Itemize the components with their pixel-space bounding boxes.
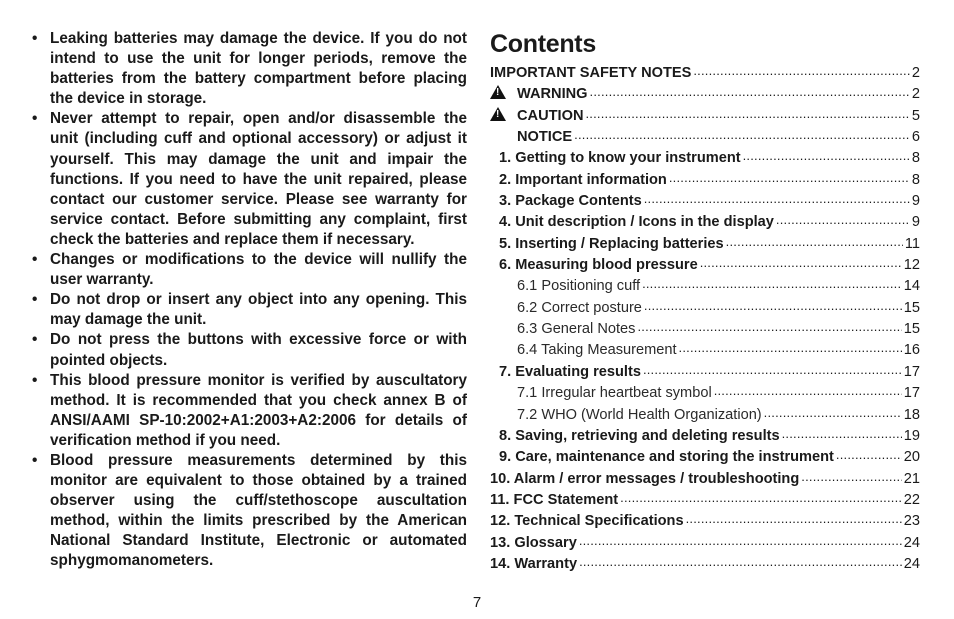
toc-entry-page: 5 bbox=[911, 107, 920, 124]
toc-leader bbox=[585, 106, 909, 120]
toc-entry-page: 19 bbox=[903, 427, 920, 444]
toc-entry[interactable] bbox=[490, 490, 920, 511]
toc-entry[interactable] bbox=[490, 212, 920, 233]
toc-entry-label: CAUTION bbox=[517, 107, 584, 124]
toc-leader bbox=[644, 191, 910, 205]
toc-entry[interactable] bbox=[490, 405, 920, 426]
toc-entry-label: 6.4 Taking Measurement bbox=[517, 342, 677, 359]
page-number: 7 bbox=[472, 594, 482, 611]
toc-entry-page: 17 bbox=[903, 363, 920, 380]
toc-leader bbox=[836, 447, 902, 461]
toc-leader bbox=[637, 319, 901, 333]
warning-triangle-icon bbox=[490, 85, 506, 99]
toc-leader bbox=[743, 148, 910, 162]
toc-leader bbox=[700, 255, 902, 269]
toc-entry[interactable] bbox=[490, 255, 920, 276]
toc-entry-label: 6.2 Correct posture bbox=[517, 299, 642, 316]
toc-entry-label: 6.1 Positioning cuff bbox=[517, 278, 641, 295]
bullet-item: • Leaking batteries may damage the device. If you do not intend to use the unit for longer periods, remove the batteries from the battery compartment before placing the device in storage. bbox=[30, 29, 467, 109]
toc-leader bbox=[782, 426, 902, 440]
toc-leader bbox=[764, 405, 902, 419]
toc-entry[interactable] bbox=[490, 319, 920, 340]
bullet-item: • Changes or modifications to the device will nullify the user warranty. bbox=[30, 250, 467, 290]
toc-entry-page: 2 bbox=[911, 86, 920, 103]
toc-entry-label: 7.2 WHO (World Health Organization) bbox=[517, 406, 762, 423]
toc-entry-page: 16 bbox=[903, 342, 920, 359]
toc-entry-label: 6. Measuring blood pressure bbox=[499, 257, 698, 274]
toc-leader bbox=[714, 383, 902, 397]
toc-leader bbox=[726, 234, 903, 248]
toc-entry[interactable] bbox=[490, 276, 920, 297]
bullet-item: • Blood pressure measurements determined by this monitor are equivalent to those obtained by a trained observer using the cuff/stethoscope auscultation method, within the limits prescribed by the American National Standard Institute, Electronic or automated sphygmomanometers. bbox=[30, 451, 467, 572]
toc-leader bbox=[693, 63, 910, 77]
contents-title: Contents bbox=[490, 30, 596, 58]
toc-leader bbox=[669, 170, 910, 184]
toc-leader bbox=[579, 533, 902, 547]
toc-leader bbox=[776, 212, 910, 226]
toc-entry-page: 2 bbox=[911, 65, 920, 81]
toc-leader bbox=[686, 511, 902, 525]
toc-entry-label: 8. Saving, retrieving and deleting results bbox=[499, 427, 780, 444]
contents-column bbox=[490, 28, 920, 575]
bullet-item: • Do not press the buttons with excessive force or with pointed objects. bbox=[30, 330, 467, 370]
toc-leader bbox=[620, 490, 902, 504]
toc-entry[interactable] bbox=[490, 191, 920, 212]
toc-entry[interactable] bbox=[490, 447, 920, 468]
toc-entry-page: 23 bbox=[903, 513, 920, 530]
toc-entry-page: 6 bbox=[911, 129, 920, 146]
toc-entry[interactable] bbox=[490, 127, 920, 148]
toc-entry-page: 11 bbox=[904, 235, 920, 252]
toc-entry[interactable] bbox=[490, 340, 920, 361]
toc-entry[interactable] bbox=[490, 63, 920, 84]
safety-notes-column bbox=[30, 29, 467, 572]
toc-entry-label: 5. Inserting / Replacing batteries bbox=[499, 235, 724, 252]
toc-entry-label: NOTICE bbox=[517, 129, 573, 146]
toc-entry-label: 11. FCC Statement bbox=[490, 491, 619, 508]
bullet-item: • Never attempt to repair, open and/or disassemble the unit (including cuff and optional accessory) or adjust it yourself. This may damage the unit and impair the functions. If you need to have the unit repaired, please contact our customer service. Please see warranty for service contact. Before submitting any complaint, first check the batteries and replace them if necessary. bbox=[30, 109, 467, 250]
toc-entry-page: 18 bbox=[903, 406, 920, 423]
toc-entry-page: 22 bbox=[903, 491, 920, 508]
toc-list bbox=[490, 63, 920, 575]
toc-entry[interactable] bbox=[490, 554, 920, 575]
toc-leader bbox=[579, 554, 902, 568]
toc-entry-label: 2. Important information bbox=[499, 171, 667, 188]
toc-entry-label: 12. Technical Specifications bbox=[490, 513, 684, 530]
toc-entry-page: 15 bbox=[903, 299, 920, 316]
toc-entry[interactable] bbox=[490, 234, 920, 255]
toc-entry-page: 24 bbox=[903, 534, 920, 551]
toc-leader bbox=[643, 362, 902, 376]
toc-entry-label: 6.3 General Notes bbox=[517, 321, 636, 338]
toc-entry-page: 24 bbox=[903, 555, 920, 572]
toc-entry-label: 9. Care, maintenance and storing the instrument bbox=[499, 449, 834, 466]
toc-entry[interactable] bbox=[490, 106, 920, 127]
toc-entry-label: 1. Getting to know your instrument bbox=[499, 150, 741, 167]
toc-entry-label: 4. Unit description / Icons in the display bbox=[499, 214, 774, 231]
toc-entry-page: 8 bbox=[911, 150, 920, 167]
toc-entry-page: 8 bbox=[911, 171, 920, 188]
toc-entry-page: 15 bbox=[903, 321, 920, 338]
toc-entry[interactable] bbox=[490, 383, 920, 404]
toc-entry-label: WARNING bbox=[517, 86, 588, 103]
toc-entry-page: 14 bbox=[903, 278, 920, 295]
bullet-item: • Do not drop or insert any object into any opening. This may damage the unit. bbox=[30, 290, 467, 330]
toc-entry-label: 3. Package Contents bbox=[499, 193, 642, 210]
toc-entry-label: 7.1 Irregular heartbeat symbol bbox=[517, 385, 712, 402]
warning-triangle-icon bbox=[490, 107, 506, 121]
toc-entry[interactable] bbox=[490, 511, 920, 532]
toc-entry-label: 14. Warranty bbox=[490, 555, 578, 572]
toc-entry[interactable] bbox=[490, 170, 920, 191]
toc-entry[interactable] bbox=[490, 84, 920, 105]
safety-bullet-list bbox=[30, 29, 467, 572]
toc-leader bbox=[574, 127, 910, 141]
toc-entry-page: 17 bbox=[903, 385, 920, 402]
toc-leader bbox=[679, 340, 902, 354]
toc-entry[interactable] bbox=[490, 362, 920, 383]
toc-leader bbox=[590, 84, 910, 98]
toc-entry-page: 9 bbox=[911, 193, 920, 210]
toc-leader bbox=[644, 298, 902, 312]
toc-entry-page: 20 bbox=[903, 449, 920, 466]
toc-entry[interactable] bbox=[490, 426, 920, 447]
bullet-item: • This blood pressure monitor is verified by auscultatory method. It is recommended that you check annex B of ANSI/AAMI SP-10:2002+A1:2003+A2:2006 for details of verification method if you need. bbox=[30, 371, 467, 451]
toc-entry-page: 9 bbox=[911, 214, 920, 231]
toc-leader bbox=[801, 469, 902, 483]
toc-entry-label: 10. Alarm / error messages / troubleshooting bbox=[490, 470, 800, 487]
toc-entry[interactable] bbox=[490, 469, 920, 490]
toc-entry-label: 7. Evaluating results bbox=[499, 363, 641, 380]
toc-entry-label: 13. Glossary bbox=[490, 534, 577, 551]
toc-leader bbox=[642, 276, 902, 290]
toc-entry-page: 21 bbox=[903, 470, 920, 487]
toc-entry[interactable] bbox=[490, 298, 920, 319]
toc-entry[interactable] bbox=[490, 148, 920, 169]
toc-entry-label: IMPORTANT SAFETY NOTES bbox=[490, 65, 692, 81]
toc-entry-page: 12 bbox=[903, 257, 920, 274]
toc-entry[interactable] bbox=[490, 533, 920, 554]
